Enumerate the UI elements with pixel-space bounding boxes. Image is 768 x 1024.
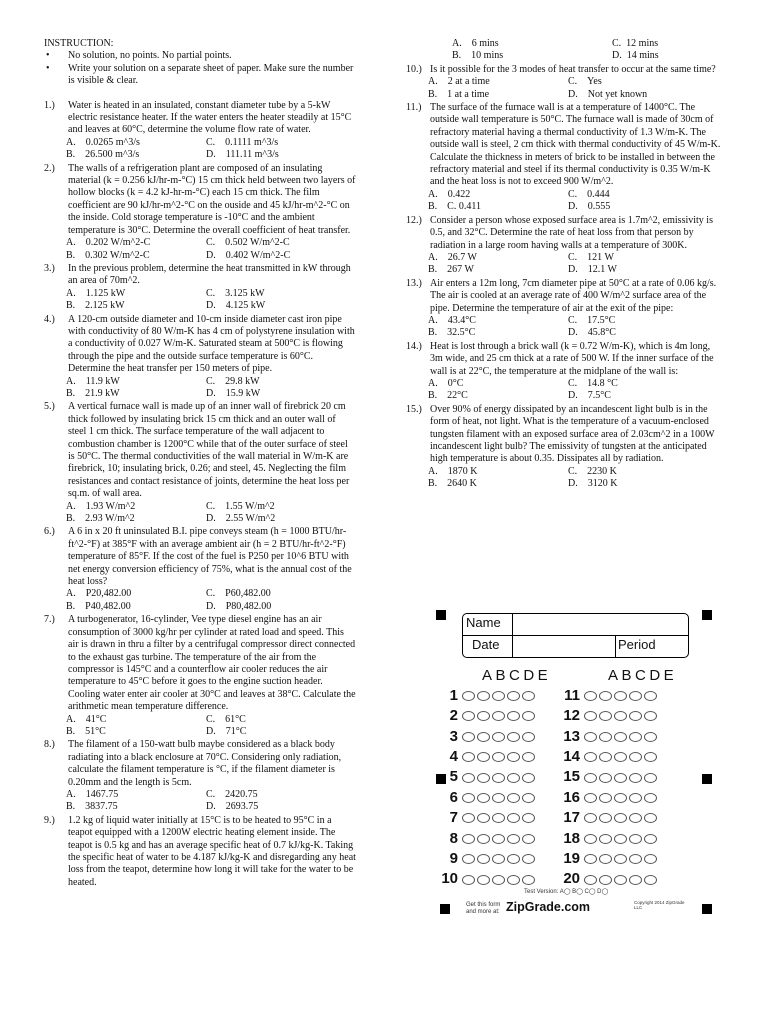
answer-bubble[interactable] <box>584 773 597 783</box>
answer-bubble[interactable] <box>507 691 520 701</box>
question <box>44 401 356 500</box>
answer-row <box>558 788 659 808</box>
option: B. P40,482.00 <box>66 600 131 612</box>
option: D. 4.125 kW <box>206 300 266 312</box>
answer-bubble[interactable] <box>599 752 612 762</box>
question <box>406 64 724 76</box>
option: D. 0.555 <box>568 201 611 213</box>
instruction-bullet: • Write your solution on a separate sheet of paper. Make sure the number is visible & clear. <box>44 63 356 88</box>
corner-marker <box>440 904 450 914</box>
answer-bubble[interactable] <box>462 732 475 742</box>
question <box>406 341 724 378</box>
row-number: 7 <box>449 809 458 827</box>
answer-bubble[interactable] <box>477 732 490 742</box>
answer-bubble[interactable] <box>462 773 475 783</box>
answer-bubble[interactable] <box>492 773 505 783</box>
answer-bubble[interactable] <box>644 732 657 742</box>
options <box>406 378 724 403</box>
answer-bubble[interactable] <box>507 875 520 885</box>
question-text: A 120-cm outside diameter and 10-cm inside diameter cast iron pipe with conductivity of 80 W/m-K has 4 cm of polystyrene insulation with a conductivity of 0.027 W/m-K. Saturated steam at 500°C is flowing through the pipe and the outside surface temperature is 60°C. Determine the heat transfer per 150 meters of pipe. <box>68 313 355 375</box>
answer-bubble[interactable] <box>507 854 520 864</box>
option: A. 43.4°C <box>428 314 476 326</box>
option: B. 32.5°C <box>428 327 476 339</box>
answer-bubble[interactable] <box>614 752 627 762</box>
option: C. 12 mins <box>612 38 659 49</box>
options <box>406 466 724 491</box>
answer-bubble[interactable] <box>599 793 612 803</box>
answer-row <box>558 768 659 788</box>
answer-bubble[interactable] <box>492 732 505 742</box>
answer-bubble[interactable] <box>584 732 597 742</box>
question <box>44 526 356 588</box>
corner-marker <box>702 610 712 620</box>
question-number: 7.) <box>44 614 55 626</box>
answer-bubble[interactable] <box>462 691 475 701</box>
answer-bubble[interactable] <box>584 813 597 823</box>
answer-bubble[interactable] <box>477 875 490 885</box>
answer-bubble[interactable] <box>629 854 642 864</box>
answer-bubble[interactable] <box>477 773 490 783</box>
options <box>44 288 356 313</box>
option: A. 1870 K <box>428 465 478 477</box>
answer-bubble[interactable] <box>522 773 535 783</box>
answer-bubble[interactable] <box>507 813 520 823</box>
option: B. 267 W <box>428 264 474 276</box>
question <box>406 278 724 315</box>
option: B. 21.9 kW <box>66 387 120 399</box>
option: A. 26.7 W <box>428 251 477 263</box>
corner-marker <box>702 774 712 784</box>
answer-bubble[interactable] <box>477 854 490 864</box>
option: A. 2 at a time <box>428 76 490 88</box>
answer-bubble[interactable] <box>629 711 642 721</box>
option: A. 1.93 W/m^2 <box>66 500 136 512</box>
answer-bubble[interactable] <box>644 752 657 762</box>
answer-bubble[interactable] <box>522 854 535 864</box>
answer-bubble[interactable] <box>584 854 597 864</box>
option: A. 1467.75 <box>66 788 119 800</box>
row-number: 18 <box>563 829 580 847</box>
row-number: 15 <box>563 768 580 786</box>
options <box>406 252 724 277</box>
answer-bubble[interactable] <box>644 711 657 721</box>
answer-bubble[interactable] <box>462 875 475 885</box>
answer-bubble[interactable] <box>644 793 657 803</box>
option: A. 6 mins <box>452 38 499 49</box>
question-number: 2.) <box>44 162 55 174</box>
option: C. 0.502 W/m^2-C <box>206 237 290 249</box>
answer-bubble[interactable] <box>599 854 612 864</box>
row-number: 8 <box>449 829 458 847</box>
question-number: 5.) <box>44 401 55 413</box>
answer-bubble[interactable] <box>462 711 475 721</box>
option: B. 26.500 m^3/s <box>66 149 140 161</box>
question <box>44 263 356 288</box>
answer-bubble[interactable] <box>522 711 535 721</box>
row-number: 11 <box>564 686 580 704</box>
answer-bubble[interactable] <box>522 732 535 742</box>
option: C. 3.125 kW <box>206 287 265 299</box>
answer-bubble[interactable] <box>644 834 657 844</box>
answer-bubble[interactable] <box>492 711 505 721</box>
question-number: 8.) <box>44 739 55 751</box>
answer-bubble[interactable] <box>507 773 520 783</box>
answer-bubble[interactable] <box>492 793 505 803</box>
question-text: Consider a person whose exposed surface area is 1.7m^2, emissivity is 0.5, and 32°C. Determine the rate of heat loss from that person by radiation in a large room having walls at a temperature of 300K. <box>430 214 713 251</box>
row-number: 16 <box>563 788 580 806</box>
option: D. P80,482.00 <box>206 600 272 612</box>
answer-row <box>436 706 537 726</box>
answer-row <box>558 747 659 767</box>
row-number: 10 <box>441 870 458 888</box>
answer-bubble[interactable] <box>462 854 475 864</box>
row-number: 4 <box>449 747 458 765</box>
answer-bubble[interactable] <box>629 752 642 762</box>
answer-row <box>558 829 659 849</box>
question <box>44 815 356 889</box>
answer-bubble[interactable] <box>629 875 642 885</box>
options <box>44 376 356 401</box>
answer-row <box>436 686 537 706</box>
question-text: A turbogenerator, 16-cylinder, Vee type diesel engine has an air consumption of 3000 kg/hr per cylinder at rated load and speed. This air is drawn in thru a filter by a centrifugal compressor direct connected to the exhaust gas turbine. The temperature of the air from the compressor is 145°C and a counterflow air cooler reduces the air temperature to 45°C before it goes to the engine suction header. Cooling water enter air cooler at 30°C and leaves at 38°C. Calculate the arithmetic mean temperature difference. <box>68 614 356 713</box>
answer-bubble[interactable] <box>522 875 535 885</box>
question-text: The filament of a 150-watt bulb maybe considered as a black body radiating into a black enclosure at 70°C. Considering only radiation, calculate the filament temperature is °C, if the filament diameter is 0.20mm and the length is 5cm. <box>68 739 342 788</box>
row-number: 5 <box>449 768 458 786</box>
option: A. 41°C <box>66 713 107 725</box>
question-text: 1.2 kg of liquid water initially at 15°C is to be heated to 95°C in a teapot equipped with a 1200W electric heating element inside. The teapot is 0.5 kg and has an average specific heat of 0.7 kJ/kg-K. Taking the specific heat of water to be 4.187 kJ/kg-K and disregarding any heat loss from the teapot, determine how long it will take for the water to be heated. <box>68 814 356 888</box>
answer-bubble[interactable] <box>522 691 535 701</box>
column-letters: ABCDE <box>482 667 552 684</box>
answer-bubble[interactable] <box>477 691 490 701</box>
answer-bubble[interactable] <box>644 691 657 701</box>
answer-bubble[interactable] <box>629 793 642 803</box>
answer-bubble[interactable] <box>614 813 627 823</box>
answer-row <box>558 727 659 747</box>
answer-bubble[interactable] <box>584 752 597 762</box>
options <box>44 237 356 262</box>
answer-bubble[interactable] <box>477 813 490 823</box>
option: D. 7.5°C <box>568 390 611 402</box>
option: C. 0.1111 m^3/s <box>206 136 279 148</box>
answer-bubble[interactable] <box>584 793 597 803</box>
option: B. 51°C <box>66 725 106 737</box>
option: B. 22°C <box>428 390 468 402</box>
row-number: 1 <box>449 686 458 704</box>
question <box>44 163 356 237</box>
answer-row <box>558 808 659 828</box>
option: D. 2693.75 <box>206 801 259 813</box>
option: C. 1.55 W/m^2 <box>206 500 275 512</box>
options <box>44 789 356 814</box>
answer-bubble[interactable] <box>492 752 505 762</box>
answer-bubble[interactable] <box>492 854 505 864</box>
answer-bubble[interactable] <box>522 813 535 823</box>
answer-bubble[interactable] <box>614 773 627 783</box>
answer-bubble[interactable] <box>629 834 642 844</box>
answer-bubble[interactable] <box>477 834 490 844</box>
question-number: 12.) <box>406 214 422 226</box>
answer-bubble[interactable] <box>614 834 627 844</box>
question-number: 4.) <box>44 313 55 325</box>
answer-bubble[interactable] <box>477 752 490 762</box>
row-number: 3 <box>449 727 458 745</box>
row-number: 17 <box>563 809 580 827</box>
option: A. P20,482.00 <box>66 588 132 600</box>
answer-bubble[interactable] <box>644 813 657 823</box>
copyright: Copyright 2014 ZipGrade LLC <box>634 900 685 910</box>
answer-bubble[interactable] <box>462 813 475 823</box>
question-number: 10.) <box>406 63 422 75</box>
answer-bubble[interactable] <box>507 752 520 762</box>
answer-bubble[interactable] <box>462 752 475 762</box>
options <box>406 76 724 101</box>
option: A. 0°C <box>428 377 464 389</box>
answer-row <box>436 747 537 767</box>
option: C. 29.8 kW <box>206 375 260 387</box>
question <box>44 614 356 713</box>
option: B. 3837.75 <box>66 801 118 813</box>
option: A. 0.0265 m^3/s <box>66 136 140 148</box>
question-text: In the previous problem, determine the heat transmitted in kW through an area of 70m^2. <box>68 262 351 287</box>
option: B. 2.93 W/m^2 <box>66 513 135 525</box>
option: B. 10 mins <box>452 50 504 62</box>
option: C. 121 W <box>568 251 614 263</box>
row-number: 9 <box>449 849 458 867</box>
option: A. 0.422 <box>428 188 471 200</box>
name-date-box <box>462 613 689 658</box>
option: D. 45.8°C <box>568 327 616 339</box>
answer-bubble[interactable] <box>507 711 520 721</box>
option: D. Not yet known <box>568 88 648 100</box>
test-version: Test Version: A◯ B◯ C◯ D◯ <box>524 889 609 895</box>
option: D. 12.1 W <box>568 264 617 276</box>
answer-bubble[interactable] <box>614 793 627 803</box>
answer-bubble[interactable] <box>599 813 612 823</box>
option: B. 2.125 kW <box>66 300 125 312</box>
answer-row <box>558 849 659 869</box>
answer-bubble[interactable] <box>584 875 597 885</box>
answer-bubble[interactable] <box>614 875 627 885</box>
row-number: 19 <box>563 849 580 867</box>
answer-row <box>436 829 537 849</box>
question-number: 3.) <box>44 262 55 274</box>
answer-bubble[interactable] <box>522 834 535 844</box>
answer-bubble[interactable] <box>507 834 520 844</box>
option: D. 2.55 W/m^2 <box>206 513 276 525</box>
question-number: 9.) <box>44 814 55 826</box>
option: C. 2420.75 <box>206 788 258 800</box>
answer-row <box>436 808 537 828</box>
answer-bubble[interactable] <box>492 813 505 823</box>
right-column <box>406 38 724 491</box>
answer-bubble[interactable] <box>614 732 627 742</box>
question-text: Over 90% of energy dissipated by an incandescent light bulb is in the form of heat, not light. What is the temperature of a vacuum-enclosed tungsten filament with an exposed surface area of 2.03cm^2 in a 100W incandescent light bulb? The emissivity of tungsten at the anticipated high temperature is about 0.35. Dissipates all by radiation. <box>430 403 715 465</box>
answer-row <box>436 788 537 808</box>
answer-bubble[interactable] <box>629 813 642 823</box>
answer-row <box>558 686 659 706</box>
option: A. 11.9 kW <box>66 375 120 387</box>
answer-bubble[interactable] <box>629 773 642 783</box>
option: D. 71°C <box>206 725 247 737</box>
option: B. 0.302 W/m^2-C <box>66 249 150 261</box>
answer-bubble[interactable] <box>599 691 612 701</box>
question-number: 13.) <box>406 277 422 289</box>
row-number: 14 <box>563 747 580 765</box>
answer-bubble[interactable] <box>507 732 520 742</box>
options <box>44 501 356 526</box>
instruction-bullet: • No solution, no points. No partial points. <box>44 50 356 62</box>
options <box>44 714 356 739</box>
period-label: Period <box>618 637 656 652</box>
answer-bubble[interactable] <box>599 711 612 721</box>
answer-bubble[interactable] <box>492 875 505 885</box>
answer-bubble[interactable] <box>599 834 612 844</box>
option: D. 15.9 kW <box>206 387 261 399</box>
answer-bubble[interactable] <box>477 793 490 803</box>
answer-row <box>436 849 537 869</box>
left-questions <box>44 100 356 890</box>
answer-bubble[interactable] <box>599 732 612 742</box>
question <box>44 739 356 789</box>
corner-marker <box>436 610 446 620</box>
get-form-text: Get this form and more at: <box>466 902 501 915</box>
question-number: 14.) <box>406 340 422 352</box>
row-number: 13 <box>563 727 580 745</box>
option: C. 2230 K <box>568 465 617 477</box>
date-label: Date <box>472 637 500 652</box>
option: B. C. 0.411 <box>428 201 481 213</box>
answer-bubble[interactable] <box>584 834 597 844</box>
instructions-title: INSTRUCTION: <box>44 38 114 49</box>
question <box>406 404 724 466</box>
question-text: Heat is lost through a brick wall (k = 0.72 W/m-K), which is 4m long, 3m wide, and 25 cm thick at a rate of 500 W. If the inner surface of the wall is at 22°C, the temperature at the midplane of the wall is: <box>430 340 714 377</box>
name-label: Name <box>466 615 501 630</box>
answer-row <box>436 768 537 788</box>
answer-bubble[interactable] <box>644 854 657 864</box>
answer-bubble[interactable] <box>599 875 612 885</box>
question-text: A vertical furnace wall is made up of an inner wall of firebrick 20 cm thick followed by insulating brick 15 cm thick and an outer wall of steel 1 cm thick. The surface temperature of the wall adjacent to combustion chamber is 1200°C while that of the outer surface of steel is 50°C. The thermal conductivities of the wall material in W/m-K are firebrick, 10; insulating brick, 0.26; and steel, 45. Neglecting the film resistances and contact resistance of joints, determine the heat loss per sq.m. of wall area. <box>68 401 350 500</box>
answer-bubble[interactable] <box>477 711 490 721</box>
question-text: Water is heated in an insulated, constant diameter tube by a 5-kW electric resistance heater. If the water enters the heater steadily at 15°C and leaves at 60°C, determine the volume flow rate of water. <box>68 99 352 136</box>
options <box>406 189 724 214</box>
corner-marker <box>702 904 712 914</box>
answer-bubble[interactable] <box>462 793 475 803</box>
answer-row <box>558 870 659 890</box>
option: C. 14.8 °C <box>568 377 618 389</box>
answer-bubble[interactable] <box>507 793 520 803</box>
row-number: 6 <box>449 788 458 806</box>
question-text: Air enters a 12m long, 7cm diameter pipe at 50°C at a rate of 0.06 kg/s. The air is cooled at an average rate of 400 W/m^2 surface area of the pipe. Determine the temperature of air at the exit of the pipe: <box>430 277 717 314</box>
answer-bubble[interactable] <box>584 711 597 721</box>
option: A. 0.202 W/m^2-C <box>66 237 151 249</box>
option: C. Yes <box>568 76 602 88</box>
column-letters: ABCDE <box>608 667 678 684</box>
option: C. P60,482.00 <box>206 588 271 600</box>
question-text: A 6 in x 20 ft uninsulated B.I. pipe conveys steam (h = 1000 BTU/hr-ft^2-°F) at 385°F with an average ambient air (h = 2 BTU/hr-ft^2-°F) temperature of 85°F. If the cost of the fuel is P250 per 10^6 BTU with net energy conversion efficiency of 75%, what is the annual cost of the heat loss? <box>68 526 352 588</box>
question <box>44 100 356 137</box>
answer-row <box>436 727 537 747</box>
options <box>44 588 356 613</box>
zipgrade-answer-sheet <box>436 606 714 916</box>
options <box>44 137 356 162</box>
option: B. 1 at a time <box>428 88 490 100</box>
option: D. 0.402 W/m^2-C <box>206 249 291 261</box>
answer-bubble[interactable] <box>599 773 612 783</box>
question <box>406 102 724 189</box>
row-number: 20 <box>563 870 580 888</box>
question <box>44 314 356 376</box>
question-number: 11.) <box>406 102 422 114</box>
answer-bubble[interactable] <box>644 773 657 783</box>
answer-bubble[interactable] <box>522 752 535 762</box>
question-text: The walls of a refrigeration plant are composed of an insulating material (k = 0.256 kJ/hr-m-°C) 15 cm thick held between two layers of hollow blocks (k = 4.2 kJ-hr-m-°C) each 15 cm thick. The film coefficient are 90 kJ/hr-m^2-°C on the ouside and 45 kJ/hr-m^2-°C on the inside. Cold storage temperature is -10°C and the ambient temperature is 30°C. Determine the overall coefficient of heat transfer. <box>68 162 356 236</box>
answer-bubble[interactable] <box>629 691 642 701</box>
answer-bubble[interactable] <box>492 834 505 844</box>
option: A. 1.125 kW <box>66 287 126 299</box>
question-text: The surface of the furnace wall is at a temperature of 1400°C. The outside wall temperature is 50°C. The furnace wall is made of 30cm of refractory material having a thermal conductivity of 1.3 W/m-K. The outside wall is steel, 2 cm thick with thermal conductivity of 45 W/m-K. Calculate the thickness in meters of brick to be installed in between the refractory material and steel if its thermal conductivity is 0.35 W/m-K and the heat loss is not to exceed 900 W/m^2. <box>430 102 721 188</box>
option: D. 3120 K <box>568 478 618 490</box>
answer-bubble[interactable] <box>462 834 475 844</box>
option: C. 0.444 <box>568 188 610 200</box>
answer-row <box>436 870 537 890</box>
question-number: 6.) <box>44 526 55 538</box>
row-number: 12 <box>563 707 580 725</box>
answer-row <box>558 706 659 726</box>
option: D. 14 mins <box>612 50 659 62</box>
left-column <box>44 38 356 889</box>
question-9-options <box>406 38 724 63</box>
option: C. 17.5°C <box>568 314 616 326</box>
question-text: Is it possible for the 3 modes of heat transfer to occur at the same time? <box>430 63 716 75</box>
options <box>406 315 724 340</box>
answer-bubble[interactable] <box>492 691 505 701</box>
right-questions <box>406 64 724 491</box>
answer-bubble[interactable] <box>584 691 597 701</box>
row-number: 2 <box>449 707 458 725</box>
option: C. 61°C <box>206 713 246 725</box>
answer-bubble[interactable] <box>522 793 535 803</box>
answer-bubble[interactable] <box>614 691 627 701</box>
answer-bubble[interactable] <box>644 875 657 885</box>
option: D. 111.11 m^3/s <box>206 149 279 161</box>
question-number: 15.) <box>406 403 422 415</box>
answer-bubble[interactable] <box>614 854 627 864</box>
question-number: 1.) <box>44 99 55 111</box>
answer-bubble[interactable] <box>614 711 627 721</box>
option: B. 2640 K <box>428 478 477 490</box>
answer-bubble[interactable] <box>629 732 642 742</box>
zipgrade-brand: ZipGrade.com <box>506 900 591 914</box>
question <box>406 215 724 252</box>
